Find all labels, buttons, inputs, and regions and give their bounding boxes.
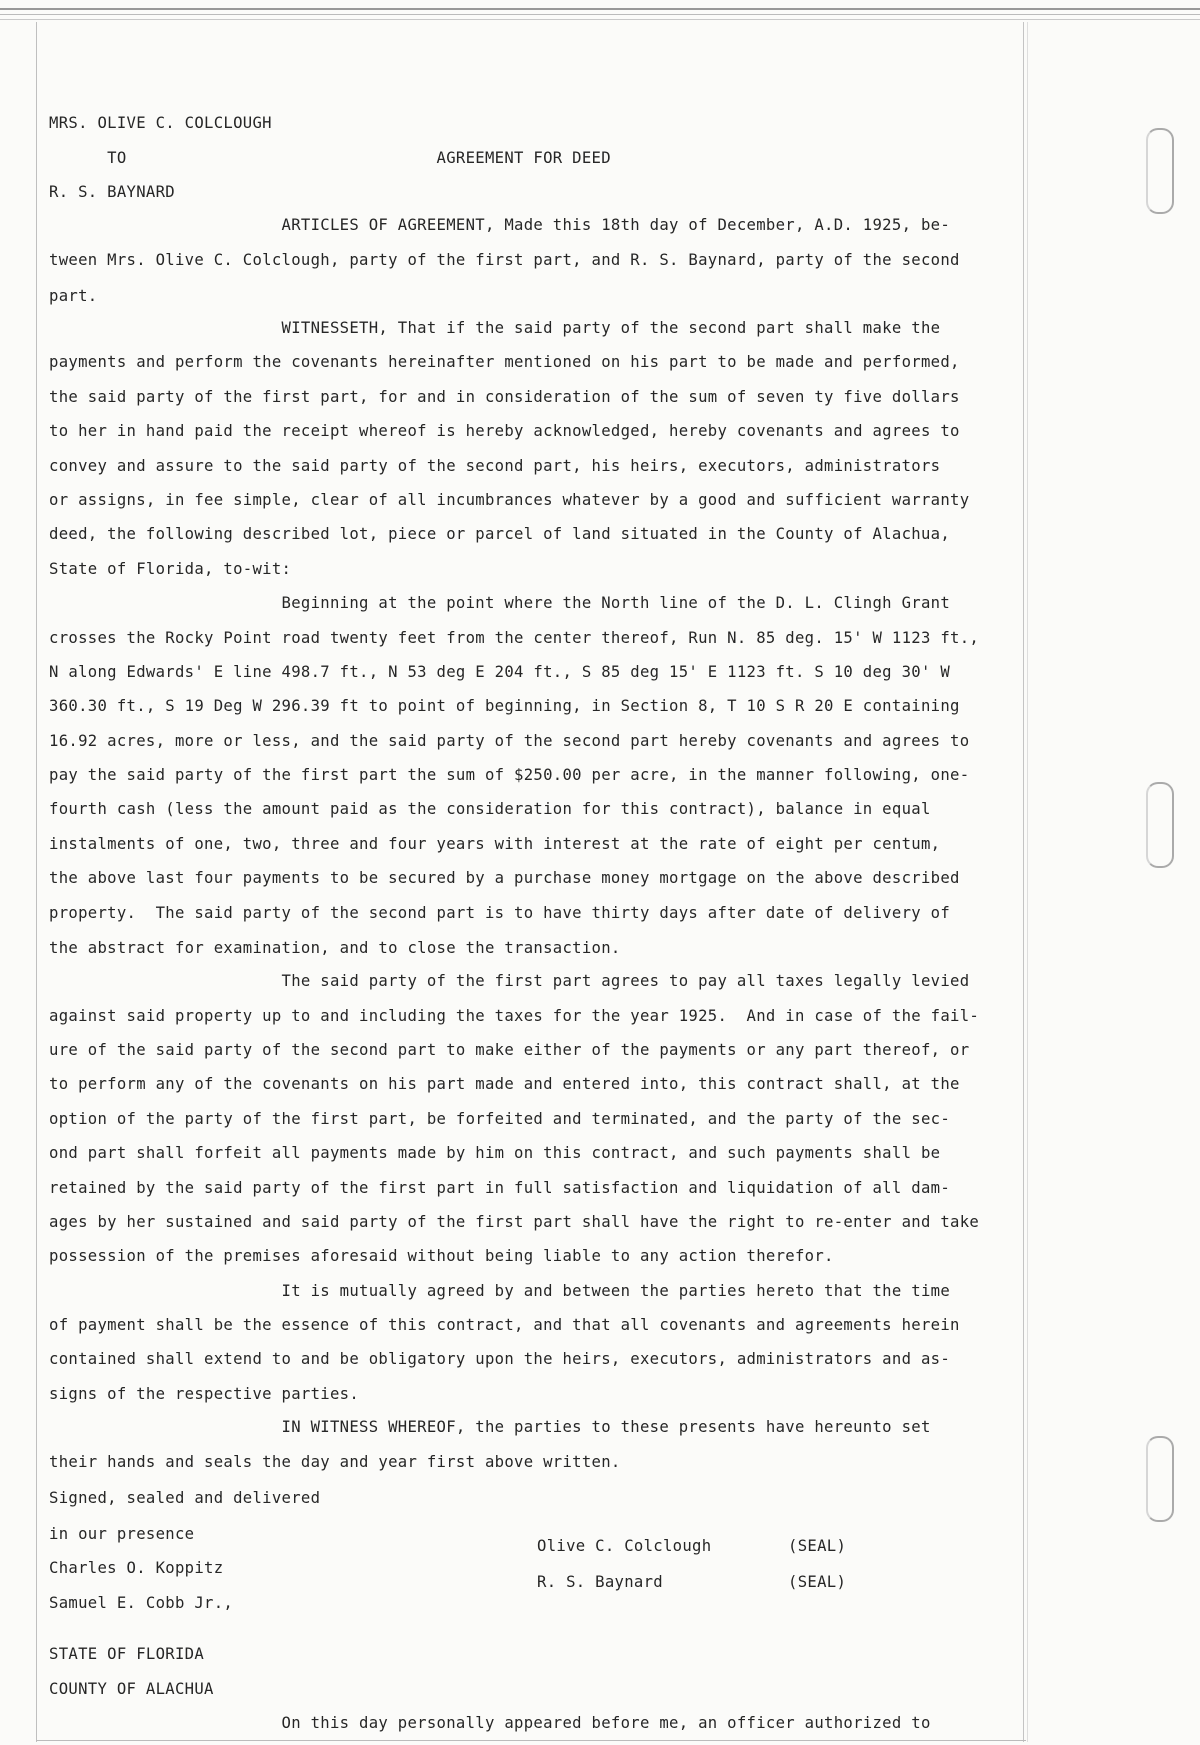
text-line: to perform any of the covenants on his part made and entered into, this contract shall, at the [49, 1075, 960, 1093]
grantee-name: R. S. BAYNARD [49, 183, 175, 201]
text-line: 16.92 acres, more or less, and the said party of the second part hereby covenants and agrees to [49, 732, 970, 750]
right-margin-rule-secondary [1027, 22, 1028, 1742]
text-line: tween Mrs. Olive C. Colclough, party of the first part, and R. S. Baynard, party of the second [49, 251, 960, 269]
text-line: On this day personally appeared before me, an officer authorized to [49, 1714, 931, 1732]
top-rule [0, 8, 1200, 10]
text-line: deed, the following described lot, piece or parcel of land situated in the County of Alachua, [49, 525, 951, 543]
text-line: property. The said party of the second part is to have thirty days after date of delivery of [49, 904, 951, 922]
text-line: COUNTY OF ALACHUA [49, 1680, 214, 1698]
text-line: Beginning at the point where the North line of the D. L. Clingh Grant [49, 594, 951, 612]
top-rule-tertiary [0, 19, 1200, 20]
text-line: payments and perform the covenants hereinafter mentioned on his part to be made and performed, [49, 353, 960, 371]
text-line: The said party of the first part agrees to pay all taxes legally levied [49, 972, 970, 990]
text-line: possession of the premises aforesaid without being liable to any action therefor. [49, 1247, 834, 1265]
text-line: of payment shall be the essence of this contract, and that all covenants and agreements herein [49, 1316, 960, 1334]
binder-hole [1146, 782, 1174, 868]
text-line: part. [49, 287, 98, 305]
text-line: the abstract for examination, and to close the transaction. [49, 939, 621, 957]
text-line: to her in hand paid the receipt whereof is hereby acknowledged, hereby covenants and agrees to [49, 422, 960, 440]
signature-name: Olive C. Colclough [537, 1537, 712, 1555]
text-line: It is mutually agreed by and between the parties hereto that the time [49, 1282, 951, 1300]
seal-label: (SEAL) [788, 1537, 847, 1555]
title-line: TO AGREEMENT FOR DEED [49, 149, 611, 167]
right-margin-rule [1023, 22, 1024, 1742]
text-line: WITNESSETH, That if the said party of the second part shall make the [49, 319, 941, 337]
grantor-name: MRS. OLIVE C. COLCLOUGH [49, 114, 272, 132]
text-line: Signed, sealed and delivered [49, 1489, 321, 1507]
text-line: option of the party of the first part, be forfeited and terminated, and the party of the sec- [49, 1110, 951, 1128]
text-line: IN WITNESS WHEREOF, the parties to these presents have hereunto set [49, 1418, 931, 1436]
left-margin-rule [36, 22, 37, 1742]
seal-label: (SEAL) [788, 1573, 847, 1591]
text-line: pay the said party of the first part the sum of $250.00 per acre, in the manner following, one- [49, 766, 970, 784]
text-line: State of Florida, to-wit: [49, 560, 292, 578]
text-line: ure of the said party of the second part to make either of the payments or any part thereof, or [49, 1041, 970, 1059]
text-line: ARTICLES OF AGREEMENT, Made this 18th day of December, A.D. 1925, be- [49, 216, 951, 234]
text-line: ages by her sustained and said party of the first part shall have the right to re-enter and take [49, 1213, 980, 1231]
signature-name: R. S. Baynard [537, 1573, 663, 1591]
text-line: fourth cash (less the amount paid as the consideration for this contract), balance in equal [49, 800, 931, 818]
text-line: against said property up to and including the taxes for the year 1925. And in case of the fail- [49, 1007, 980, 1025]
binder-hole [1146, 1436, 1174, 1522]
text-line: convey and assure to the said party of the second part, his heirs, executors, administrators [49, 457, 941, 475]
text-line: in our presence [49, 1525, 195, 1543]
top-rule-secondary [0, 14, 1200, 15]
witness-name: Charles O. Koppitz [49, 1559, 224, 1577]
text-line: instalments of one, two, three and four years with interest at the rate of eight per centum, [49, 835, 941, 853]
witness-name: Samuel E. Cobb Jr., [49, 1594, 234, 1612]
text-line: signs of the respective parties. [49, 1385, 360, 1403]
text-line: STATE OF FLORIDA [49, 1645, 205, 1663]
text-line: crosses the Rocky Point road twenty feet from the center thereof, Run N. 85 deg. 15' W 1123 ft., [49, 629, 980, 647]
text-line: N along Edwards' E line 498.7 ft., N 53 deg E 204 ft., S 85 deg 15' E 1123 ft. S 10 deg 30' W [49, 663, 951, 681]
bottom-rule [36, 1740, 1026, 1741]
text-line: ond part shall forfeit all payments made by him on this contract, and such payments shall be [49, 1144, 941, 1162]
text-line: the above last four payments to be secured by a purchase money mortgage on the above described [49, 869, 960, 887]
binder-hole [1146, 128, 1174, 214]
text-line: retained by the said party of the first part in full satisfaction and liquidation of all dam- [49, 1179, 951, 1197]
text-line: or assigns, in fee simple, clear of all incumbrances whatever by a good and sufficient warranty [49, 491, 970, 509]
text-line: their hands and seals the day and year first above written. [49, 1453, 621, 1471]
text-line: contained shall extend to and be obligatory upon the heirs, executors, administrators and as- [49, 1350, 951, 1368]
text-line: 360.30 ft., S 19 Deg W 296.39 ft to point of beginning, in Section 8, T 10 S R 20 E containing [49, 697, 960, 715]
text-line: the said party of the first part, for and in consideration of the sum of seven ty five dollars [49, 388, 960, 406]
